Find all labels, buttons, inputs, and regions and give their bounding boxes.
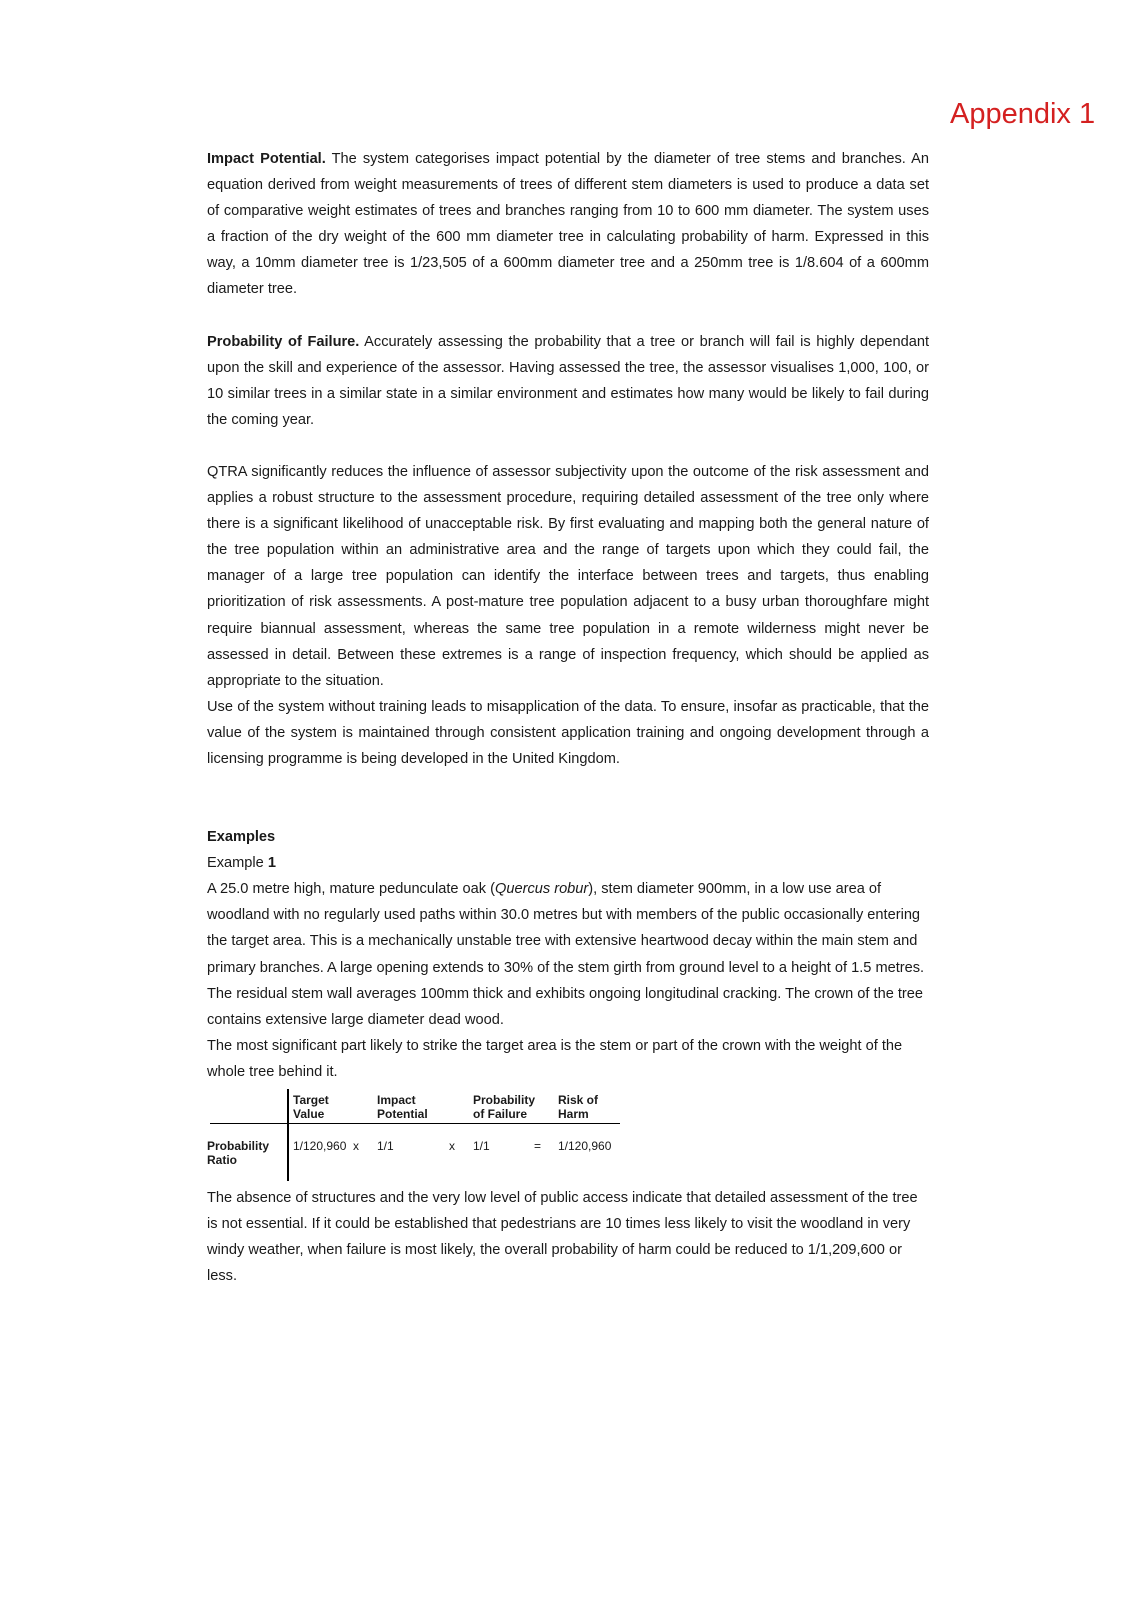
example-desc-post: ), stem diameter 900mm, in a low use area of woodland with no regularly used paths within 30.0 metres but with members of the public occasionally entering the target area. This is a mechanically unstable tree with extensive heartwood decay within the main stem and primary branches. A large opening extends to 30% of the stem girth from ground level to a height of 1.5 metres. The residual stem wall averages 100mm thick and exhibits ongoing longitudinal cracking. The crown of the tree contains extensive large diameter dead wood. xyxy=(207,881,925,1028)
probability-heading: Probability of Failure. xyxy=(207,333,360,350)
cell-op-multiply-2: x xyxy=(449,1139,455,1153)
appendix-label: Appendix 1 xyxy=(950,98,1096,130)
conclusion-paragraph: The absence of structures and the very low level of public access indicate that detailed assessment of the tree is not essential. If it could be established that pedestrians are 10 times less likely to visit the woodland in very windy weather, when failure is most likely, the overall probability of harm could be reduced to 1/1,209,600 or less. xyxy=(207,1190,918,1285)
col-risk-harm: Risk of Harm xyxy=(558,1093,599,1121)
cell-probability-value: 1/1 xyxy=(473,1139,490,1153)
document-body xyxy=(207,146,929,1289)
qtra-paragraph: QTRA significantly reduces the influence of assessor subjectivity upon the outcome of the risk assessment and applies a robust structure to the assessment procedure, requiring detailed assessment of the tree only where there is a significant likelihood of unacceptable risk. By first evaluating and mapping both the general nature of the tree population within an administrative area and the range of targets upon which they could fail, the manager of a large tree population can identify the interface between trees and targets, thus enabling prioritization of risk assessments. A post-mature tree population adjacent to a busy urban thoroughfare might require biannual assessment, whereas the same tree population in a remote wilderness might never be assessed in detail. Between these extremes is a range of inspection frequency, which should be applied as appropriate to the situation. xyxy=(207,463,929,689)
table-horizontal-rule xyxy=(210,1123,620,1124)
col-impact-potential: Impact Potential xyxy=(377,1093,428,1121)
cell-op-multiply-1: x xyxy=(353,1139,359,1153)
impact-text: The system categorises impact potential by the diameter of tree stems and branches. An equation derived from weight measurements of trees of different stem diameters is used to produce a data set of comparative weight estimates of trees and branches ranging from 10 to 600 mm diameter. The system uses a fraction of the dry weight of the 600 mm diameter tree in calculating probability of harm. Expressed in this way, a 10mm diameter tree is 1/23,505 of a 600mm diameter tree and a 250mm tree is 1/8.604 of a 600mm diameter tree. xyxy=(207,151,929,298)
training-paragraph: Use of the system without training leads to misapplication of the data. To ensure, insofar as practicable, that the value of the system is maintained through consistent application training and ongoing development through a licensing programme is being developed in the United Kingdom. xyxy=(207,698,929,767)
col-target-value: Target Value xyxy=(293,1093,329,1121)
cell-op-equals: = xyxy=(534,1139,542,1153)
example-desc-pre: A 25.0 metre high, mature pedunculate oak ( xyxy=(207,881,495,898)
example-label: Example xyxy=(207,855,268,872)
examples-heading: Examples xyxy=(207,829,276,846)
example-description-2: The most significant part likely to strike the target area is the stem or part of the crown with the weight of the whole tree behind it. xyxy=(207,1037,903,1080)
impact-paragraph xyxy=(207,146,929,303)
probability-text: Accurately assessing the probability that a tree or branch will fail is highly dependant upon the skill and experience of the assessor. Having assessed the tree, the assessor visualises 1,000, 100, or 10 similar trees in a similar state in a similar environment and estimates how many would be likely to fail during the coming year. xyxy=(207,333,929,428)
row-label-probability-ratio: Probability Ratio xyxy=(207,1139,270,1167)
table-vertical-rule xyxy=(287,1089,289,1181)
species-name: Quercus robur xyxy=(495,881,589,898)
cell-impact-value: 1/1 xyxy=(377,1139,394,1153)
risk-table xyxy=(207,1085,929,1185)
cell-target-value: 1/120,960 xyxy=(293,1139,347,1153)
example-title xyxy=(207,850,929,876)
example-number: 1 xyxy=(267,855,276,872)
col-probability-failure: Probability of Failure xyxy=(473,1093,536,1121)
example-description xyxy=(207,876,929,1033)
impact-heading: Impact Potential. xyxy=(207,151,326,167)
probability-paragraph xyxy=(207,329,929,433)
cell-risk-value: 1/120,960 xyxy=(558,1139,612,1153)
